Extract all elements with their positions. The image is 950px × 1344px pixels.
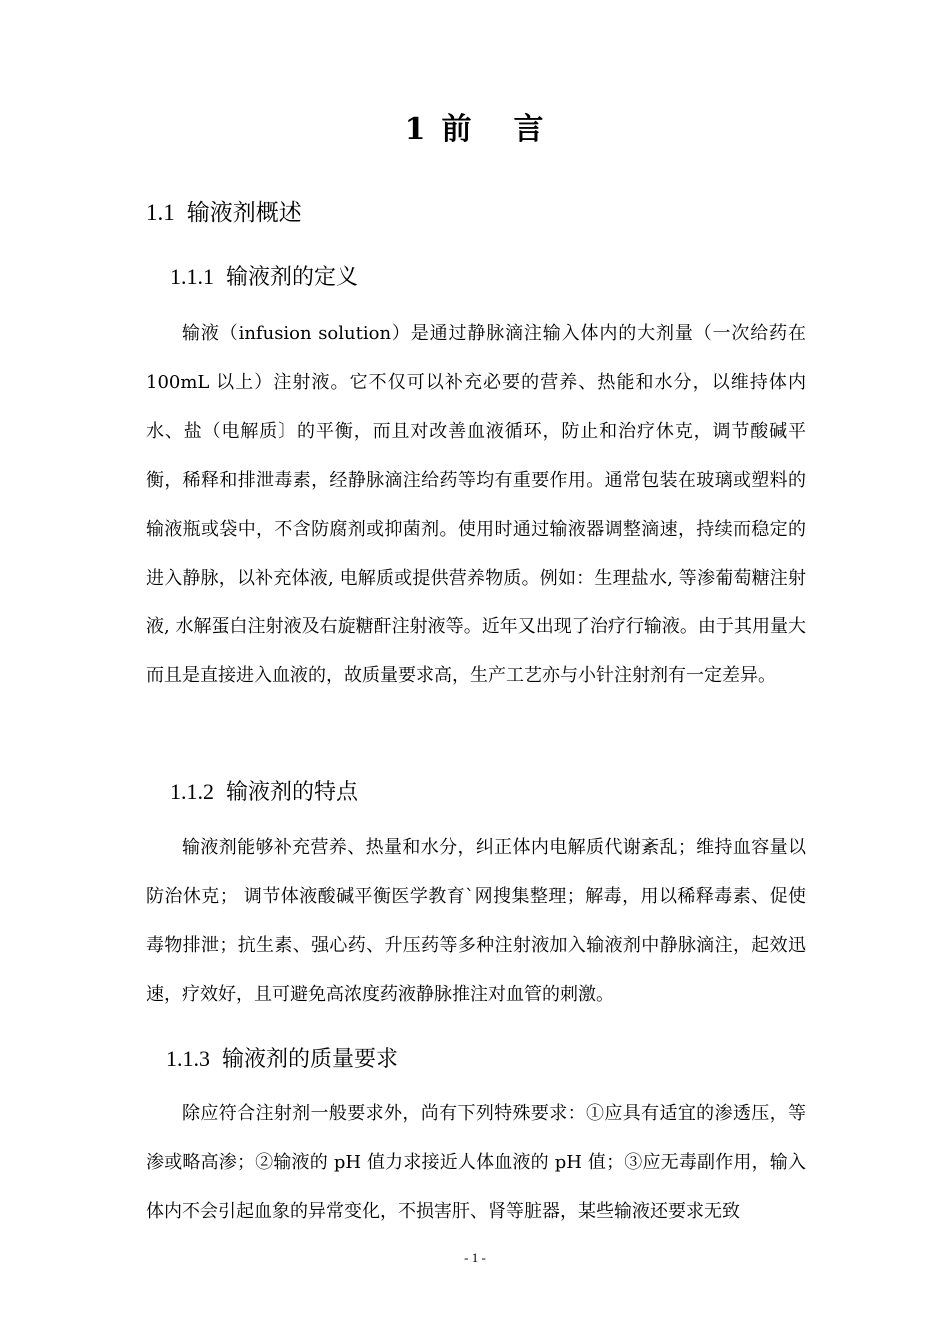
section-title: 输液剂的特点 [226,780,359,805]
chapter-title [0,104,950,148]
section-title: 输液剂概述 [186,200,302,226]
section-heading-1-1 [146,194,302,227]
section-title: 输液剂的定义 [226,265,359,290]
chapter-title-char-2: 言 [513,112,546,147]
paragraph-definition: 输液（infusion solution）是通过静脉滴注输入体内的大剂量（一次给药在100mL 以上）注射液。它不仅可以补充必要的营养、热能和水分，以维持体内水、盐（电解质〕的平衡，而且对改善血液循环，防止和治疗休克，调节酸碱平衡，稀释和排泄毒素，经静脉滴注给药等均有重要作用。通常包装在玻璃或塑料的输液瓶或袋中，不含防腐剂或抑菌剂。使用时通过输液器调整滴速，持续而稳定的进入静脉，以补充体液, 电解质或提供营养物质。例如：生理盐水, 等渗葡萄糖注射液, 水解蛋白注射液及右旋糖酐注射液等。近年又出现了治疗行输液。由于其用量大而且是直接进入血液的，故质量要求高，生产工艺亦与小针注射剂有一定差异。 [146,323,806,687]
paragraph-features: 输液剂能够补充营养、热量和水分，纠正体内电解质代谢紊乱；维持血容量以防治休克； 调节体液酸碱平衡医学教育`网搜集整理；解毒，用以稀释毒素、促使毒物排泄；抗生素、强心药、升压药等多种注射液加入输液剂中静脉滴注，起效迅速，疗效好，且可避免高浓度药液静脉推注对血管的刺激。 [146,837,806,1005]
chapter-number: 1 [404,112,428,147]
section-heading-1-1-1 [170,260,358,291]
paragraph-quality-requirements: 除应符合注射剂一般要求外，尚有下列特殊要求：①应具有适宜的渗透压，等渗或略高渗；②输液的 pH 值力求接近人体血液的 pH 值；③应无毒副作用，输入体内不会引起血象的异常变化，不损害肝、肾等脏器，某些输液还要求无致 [146,1103,806,1222]
section-heading-1-1-3 [166,1042,398,1073]
section-title: 输液剂的质量要求 [222,1047,399,1072]
section-number: 1.1.3 [166,1046,210,1071]
chapter-title-char-1: 前 [441,112,474,147]
section-number: 1.1.2 [170,779,214,804]
section-number: 1.1 [146,200,175,225]
section-heading-1-1-2 [170,775,358,806]
page-number: - 1 - [464,1250,486,1265]
section-number: 1.1.1 [170,264,214,289]
